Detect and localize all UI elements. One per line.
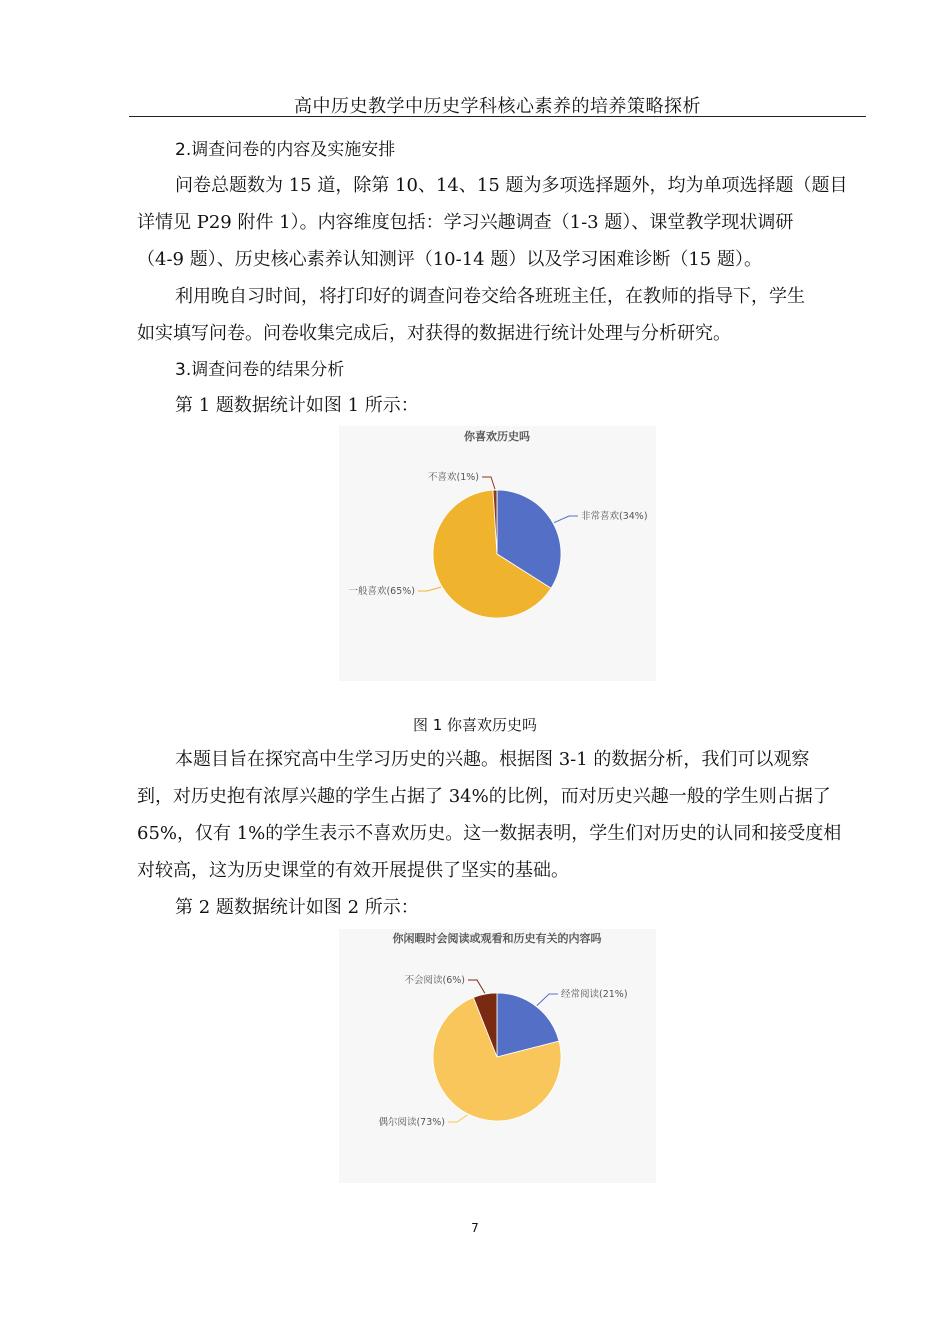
figure-2-chart [339, 929, 656, 1183]
paragraph-2-line-1: 利用晚自习时间，将打印好的调查问卷交给各班班主任，在教师的指导下，学生 [175, 286, 805, 307]
slice-label: 偶尔阅读(73%) [378, 1117, 445, 1128]
slice-label: 经常阅读(21%) [561, 989, 628, 1000]
pie-chart-1 [339, 426, 656, 681]
pie-chart-2 [339, 929, 656, 1183]
question-2-intro: 第 2 题数据统计如图 2 所示： [175, 897, 419, 918]
slice-label: 一般喜欢(65%) [348, 586, 415, 597]
section-heading-2: 2.调查问卷的内容及实施安排 [175, 140, 396, 160]
leader-line [554, 516, 578, 523]
slice-label: 不喜欢(1%) [428, 472, 479, 483]
slice-label: 不会阅读(6%) [404, 975, 465, 986]
chart-title: 你闲暇时会阅读或观看和历史有关的内容吗 [392, 932, 602, 945]
section-heading-3: 3.调查问卷的结果分析 [175, 360, 345, 380]
figure-1-caption: 图 1 你喜欢历史吗 [412, 716, 538, 734]
leader-line [537, 994, 558, 1006]
paragraph-1-line-1: 问卷总题数为 15 道，除第 10、14、15 题为多项选择题外，均为单项选择题（题目 [175, 175, 848, 196]
paragraph-3-line-3: 65%，仅有 1%的学生表示不喜欢历史。这一数据表明，学生们对历史的认同和接受度相 [137, 823, 842, 844]
slice-label: 非常喜欢(34%) [581, 511, 648, 522]
running-header: 高中历史教学中历史学科核心素养的培养策略探析 [294, 96, 701, 117]
header-rule [129, 116, 866, 117]
paragraph-2-line-2: 如实填写问卷。问卷收集完成后，对获得的数据进行统计处理与分析研究。 [137, 323, 731, 344]
question-1-intro: 第 1 题数据统计如图 1 所示： [175, 395, 419, 416]
paragraph-1-line-2: 详情见 P29 附件 1）。内容维度包括：学习兴趣调查（1-3 题）、课堂教学现状调研 [137, 212, 794, 233]
leader-line [468, 980, 485, 993]
paragraph-3-line-1: 本题目旨在探究高中生学习历史的兴趣。根据图 3-1 的数据分析，我们可以观察 [175, 749, 810, 770]
paragraph-1-line-3: （4-9 题）、历史核心素养认知测评（10-14 题）以及学习困难诊断（15 题）。 [137, 249, 762, 270]
figure-1-chart [339, 426, 656, 681]
chart-title: 你喜欢历史吗 [464, 430, 530, 443]
paragraph-3-line-2: 到，对历史抱有浓厚兴趣的学生占据了 34%的比例，而对历史兴趣一般的学生则占据了 [137, 786, 831, 807]
leader-line [482, 477, 495, 489]
paragraph-3-line-4: 对较高，这为历史课堂的有效开展提供了坚实的基础。 [137, 860, 569, 881]
page-number: 7 [471, 1221, 479, 1235]
leader-line [418, 587, 441, 591]
leader-line [448, 1115, 467, 1122]
